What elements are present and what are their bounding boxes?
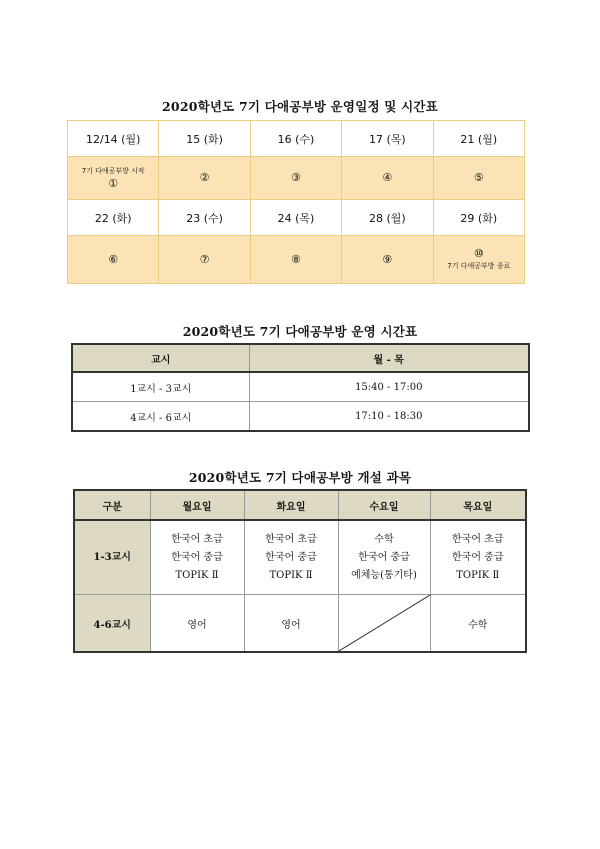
event-number: ① <box>108 176 119 190</box>
header-cell: 구분 <box>74 490 150 520</box>
course-cell <box>338 520 430 595</box>
schedule-event-row <box>68 236 525 284</box>
course-line: 한국어 초급 <box>265 533 317 545</box>
course-line: 한국어 중급 <box>452 551 504 563</box>
date-cell: 28 (월) <box>342 200 433 236</box>
date-cell: 15 (화) <box>159 121 250 157</box>
date-cell: 16 (수) <box>250 121 341 157</box>
event-number: ② <box>199 171 210 184</box>
event-cell <box>159 157 250 200</box>
event-cell <box>250 236 341 284</box>
timetable-title: 2020학년도 7기 다애공부방 운영 시간표 <box>182 324 418 339</box>
diagonal-line <box>339 595 430 651</box>
event-number: ③ <box>291 171 301 184</box>
period-cell: 4교시 - 6교시 <box>72 402 249 432</box>
date-cell: 17 (목) <box>342 121 433 157</box>
date-cell: 23 (수) <box>159 200 250 236</box>
course-line: TOPIK Ⅱ <box>456 569 500 581</box>
empty-diagonal-cell <box>338 595 430 653</box>
course-line: TOPIK Ⅱ <box>269 569 313 581</box>
event-number: ⑧ <box>291 252 301 266</box>
course-line: 예체능(통기타) <box>351 569 417 581</box>
header-cell: 목요일 <box>430 490 526 520</box>
header-cell: 화요일 <box>244 490 338 520</box>
header-cell: 교시 <box>72 344 249 372</box>
header-cell: 월 - 목 <box>249 344 529 372</box>
header-cell: 월요일 <box>150 490 244 520</box>
date-cell: 29 (화) <box>433 200 524 236</box>
schedule-title: 2020학년도 7기 다애공부방 운영일정 및 시간표 <box>162 99 438 114</box>
event-number: ⑤ <box>473 171 484 184</box>
event-cell <box>342 157 433 200</box>
event-cell <box>68 157 159 200</box>
schedule-date-row <box>68 121 525 157</box>
timetable-table <box>71 343 530 432</box>
courses-row <box>74 595 526 653</box>
course-cell: 수학 <box>430 595 526 653</box>
course-line: 한국어 중급 <box>265 551 317 563</box>
course-line: 수학 <box>374 533 394 545</box>
course-line: 한국어 중급 <box>171 551 223 563</box>
event-number: ⑦ <box>199 252 210 266</box>
event-cell <box>68 236 159 284</box>
courses-header-row <box>74 490 526 520</box>
event-cell <box>433 157 524 200</box>
event-number: ④ <box>382 171 393 184</box>
course-cell <box>430 520 526 595</box>
time-cell: 15:40 - 17:00 <box>249 372 529 402</box>
date-cell: 21 (월) <box>433 121 524 157</box>
event-number: ⑩ <box>473 247 484 260</box>
course-line: 한국어 초급 <box>171 533 223 545</box>
event-number: ⑥ <box>108 252 119 266</box>
course-cell <box>244 520 338 595</box>
date-cell: 22 (화) <box>68 200 159 236</box>
event-cell <box>342 236 433 284</box>
course-line: TOPIK Ⅱ <box>175 569 219 581</box>
schedule-date-row <box>68 200 525 236</box>
schedule-event-row <box>68 157 525 200</box>
row-label: 1-3교시 <box>74 520 150 595</box>
course-cell <box>150 520 244 595</box>
timetable-row <box>72 402 529 432</box>
time-cell: 17:10 - 18:30 <box>249 402 529 432</box>
date-cell: 12/14 (월) <box>68 121 159 157</box>
courses-title: 2020학년도 7기 다애공부방 개설 과목 <box>188 470 412 485</box>
date-cell: 24 (목) <box>250 200 341 236</box>
course-line: 한국어 초급 <box>452 533 504 545</box>
event-note: 7기 다애공부방 시작 <box>81 166 145 175</box>
timetable-row <box>72 372 529 402</box>
event-note: 7기 다애공부방 종료 <box>447 262 511 270</box>
schedule-table <box>67 120 525 284</box>
courses-table <box>73 489 527 653</box>
course-line: 한국어 중급 <box>358 551 410 563</box>
event-cell <box>250 157 341 200</box>
row-label: 4-6교시 <box>74 595 150 653</box>
event-cell <box>433 236 524 284</box>
timetable-header-row <box>72 344 529 372</box>
courses-row <box>74 520 526 595</box>
header-cell: 수요일 <box>338 490 430 520</box>
event-cell <box>159 236 250 284</box>
event-number: ⑨ <box>382 252 393 266</box>
course-cell: 영어 <box>150 595 244 653</box>
period-cell: 1교시 - 3교시 <box>72 372 249 402</box>
course-cell: 영어 <box>244 595 338 653</box>
